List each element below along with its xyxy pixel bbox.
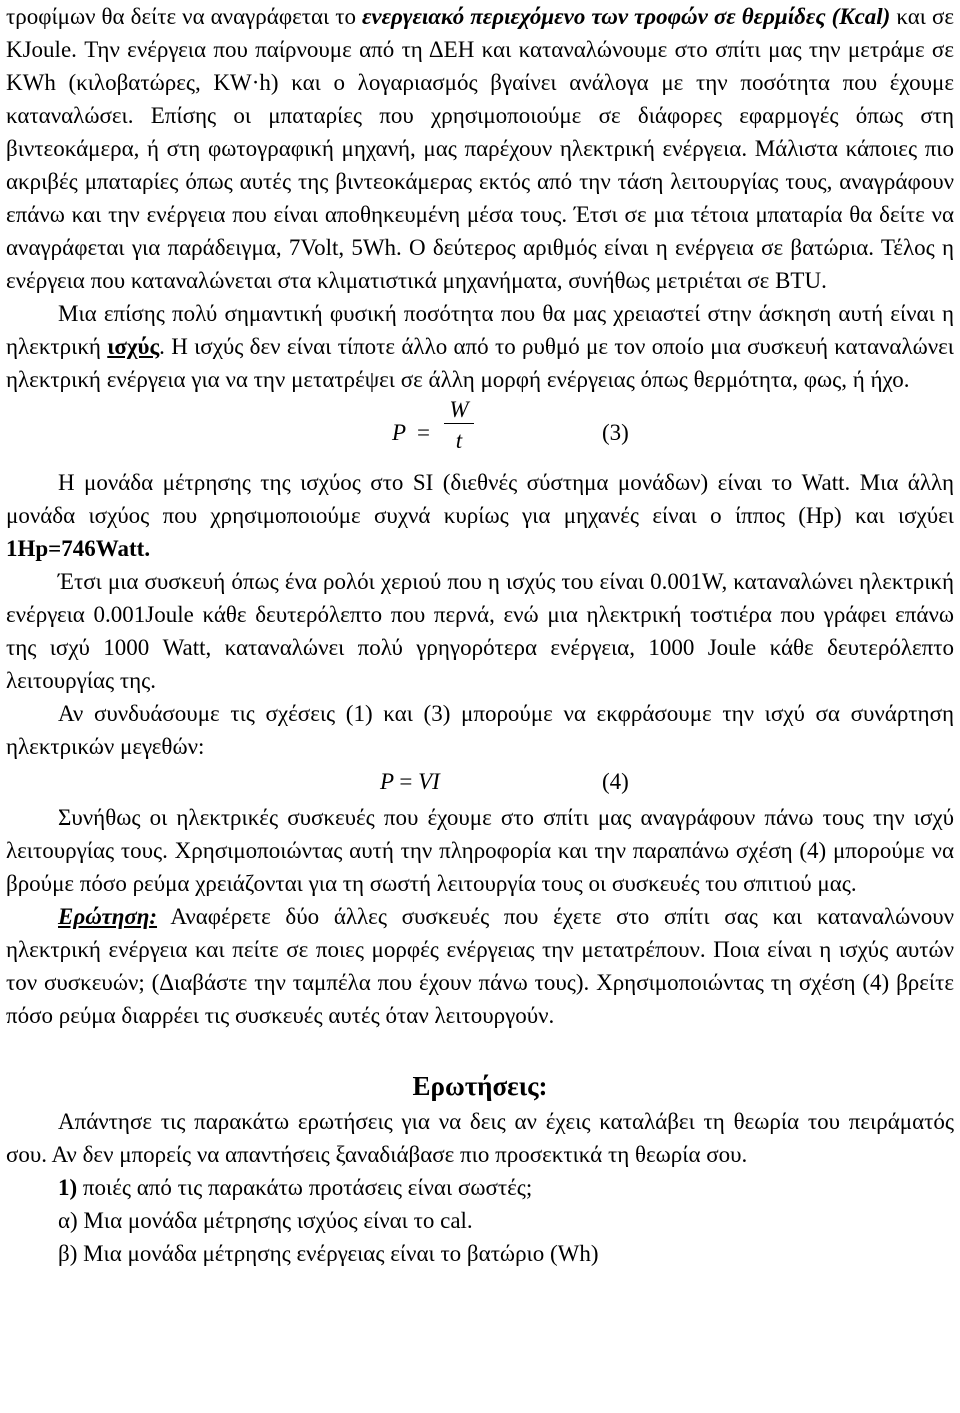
equation-power-energy bbox=[6, 396, 954, 466]
emphasis-text: ενεργειακό περιεχόμενο των τροφών σε θερμίδες (Kcal) bbox=[361, 4, 891, 29]
paragraph-power-examples bbox=[6, 565, 954, 697]
paragraph-energy-units bbox=[6, 0, 954, 297]
fraction-numerator: W bbox=[449, 397, 469, 422]
equation-number: (4) bbox=[602, 769, 629, 794]
equation-lhs: P bbox=[392, 420, 407, 445]
paragraph-text: Μια επίσης πολύ σημαντική φυσική ποσότητα που θα μας χρειαστεί στην άσκηση αυτή είναι η ηλεκτρική bbox=[6, 301, 954, 359]
section-heading: Ερωτήσεις: bbox=[412, 1071, 548, 1101]
question-1 bbox=[6, 1171, 954, 1204]
equation-expression bbox=[380, 765, 440, 798]
equation-power-voltage-current bbox=[6, 765, 954, 799]
fraction-denominator: t bbox=[455, 428, 463, 453]
emphasis-text: ισχύς bbox=[107, 334, 160, 359]
equation-rhs: VI bbox=[418, 769, 440, 794]
equation-number: (3) bbox=[602, 420, 629, 445]
paragraph-combine-relations bbox=[6, 697, 954, 763]
option-text: α) Μια μονάδα μέτρησης ισχύος είναι το cal. bbox=[58, 1208, 473, 1233]
question-1-option-b bbox=[6, 1237, 954, 1270]
question-number: 1) bbox=[58, 1175, 78, 1200]
option-text: β) Μια μονάδα μέτρησης ενέργειας είναι το βατώριο (Wh) bbox=[58, 1241, 599, 1266]
paragraph-household-devices bbox=[6, 801, 954, 900]
paragraph-text: Αναφέρετε δύο άλλες συσκευές που έχετε στο σπίτι σας και καταναλώνουν ηλεκτρική ενέργεια και πείτε σε ποιες μορφές ενέργειας την μετατρέπουν. Ποια είναι η ισχύς αυτών τον συσκευών; (Διαβάστε την ταμπέλα που έχουν πάνω τους). Χρησιμοποιώντας τη σχέση (4) βρείτε πόσο ρεύμα διαρρέει τις συσκευές αυτές όταν λειτουργούν. bbox=[6, 904, 954, 1028]
paragraph-power-units bbox=[6, 466, 954, 565]
question-label: Ερώτηση: bbox=[58, 904, 158, 929]
paragraph-power-definition bbox=[6, 297, 954, 396]
emphasis-text: 1Hp=746Watt. bbox=[6, 536, 151, 561]
equation-lhs: P bbox=[380, 769, 394, 794]
paragraph-text: Συνήθως οι ηλεκτρικές συσκευές που έχουμε στο σπίτι μας αναγράφουν πάνω τους την ισχύ λειτουργίας τους. Χρησιμοποιώντας αυτή την πληροφορία και την παραπάνω σχέση (4) μπορούμε να βρούμε πόσο ρεύμα χρειάζονται για τη σωστή λειτουργία τους οι συσκευές του σπιτιού μας. bbox=[6, 805, 954, 896]
fraction bbox=[442, 396, 476, 454]
equals-sign: = bbox=[417, 420, 430, 445]
paragraph-text: Η μονάδα μέτρησης της ισχύος στο SI (διεθνές σύστημα μονάδων) είναι το Watt. Μια άλλη μονάδα ισχύος που χρησιμοποιούμε συχνά κυρίως για μηχανές είναι ο ίππος (Hp) και ισχύει bbox=[6, 470, 954, 528]
paragraph-question bbox=[6, 900, 954, 1032]
question-text: ποιές από τις παρακάτω προτάσεις είναι σωστές; bbox=[77, 1175, 533, 1200]
question-1-option-a bbox=[6, 1204, 954, 1237]
equals-sign: = bbox=[399, 769, 413, 794]
paragraph-text: Απάντησε τις παρακάτω ερωτήσεις για να δεις αν έχεις καταλάβει τη θεωρία του πειράματός σου. Αν δεν μπορείς να απαντήσεις ξαναδιάβασε πιο προσεκτικά τη θεωρία σου. bbox=[6, 1109, 954, 1167]
paragraph-instructions bbox=[6, 1105, 954, 1171]
paragraph-text: Έτσι μια συσκευή όπως ένα ρολόι χεριού που η ισχύς του είναι 0.001W, καταναλώνει ηλεκτρική ενέργεια 0.001Joule κάθε δευτερόλεπτο που περνά, ενώ μια ηλεκτρική τοστιέρα που γράφει επάνω της ισχύ 1000 Watt, καταναλώνει πολύ γρηγορότερα ενέργεια, 1000 Joule κάθε δευτερόλεπτο λειτουργίας της. bbox=[6, 569, 954, 693]
paragraph-text: τροφίμων θα δείτε να αναγράφεται το bbox=[6, 4, 362, 29]
paragraph-text: και σε KJoule. Την ενέργεια που παίρνουμε από τη ΔΕΗ και καταναλώνουμε στο σπίτι μας την μετράμε σε KWh (κιλοβατώρες, KW·h) και ο λογαριασμός βγαίνει ανάλογα με την ποσότητα που έχουμε καταναλώσει. Επίσης οι μπαταρίες που χρησιμοποιούμε σε διάφορες εφαρμογές όπως στη βιντεοκάμερα, ή στη φωτογραφική μηχανή, μας παρέχουν ηλεκτρική ενέργεια. Μάλιστα κάποιες πιο ακριβές μπαταρίες όπως αυτές της βιντεοκάμερας εκτός από την τάση λειτουργίας τους, αναγράφουν επάνω και την ενέργεια που είναι αποθηκευμένη μέσα τους. Έτσι σε μια τέτοια μπαταρία θα δείτε να αναγράφεται για παράδειγμα, 7Volt, 5Wh. Ο δεύτερος αριθμός είναι η ενέργεια σε βατώρια. Τέλος η ενέργεια που καταναλώνεται στα κλιματιστικά μηχανήματα, συνήθως μετριέται σε BTU. bbox=[6, 4, 954, 293]
paragraph-text: Αν συνδυάσουμε τις σχέσεις (1) και (3) μπορούμε να εκφράσουμε την ισχύ σα συνάρτηση ηλεκτρικών μεγεθών: bbox=[6, 701, 954, 759]
paragraph-text: . Η ισχύς δεν είναι τίποτε άλλο από το ρυθμό με τον οποίο μια συσκευή καταναλώνει ηλεκτρική ενέργεια για να την μετατρέψει σε άλλη μορφή ενέργειας όπως θερμότητα, φως, ή ήχο. bbox=[6, 334, 954, 392]
